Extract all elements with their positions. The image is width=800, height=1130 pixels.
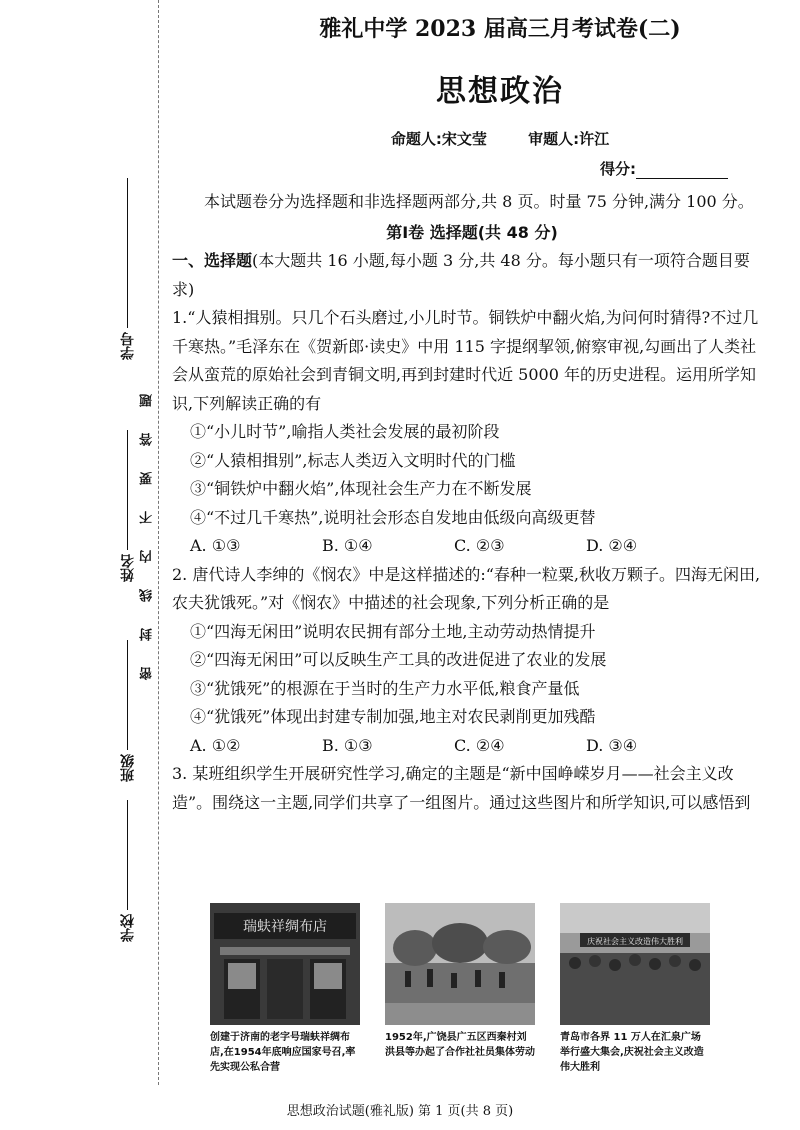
- question-3-stem: 3. 某班组织学生开展研究性学习,确定的主题是“新中国峥嵘岁月——社会主义改造”。围绕这一主题,同学们共享了一组图片。通过这些图片和所学知识,可以感悟到: [172, 764, 751, 812]
- authors-line: [200, 128, 800, 149]
- photo-rally: [560, 903, 710, 1025]
- photo-farm: [385, 903, 535, 1025]
- choice-a[interactable]: A. ①②: [190, 735, 241, 755]
- question-1-statement: ②“人猿相揖别”,标志人类迈入文明时代的门槛: [190, 450, 516, 470]
- question-2-statement: ④“犹饿死”体现出封建专制加强,地主对农民剥削更加残酷: [190, 707, 596, 726]
- seal-warning: 密封线内不要答题: [140, 368, 155, 680]
- shop-sign: 瑞蚨祥绸布店: [243, 919, 327, 935]
- score-field[interactable]: [600, 158, 728, 179]
- student-id-label: 学号: [120, 332, 136, 360]
- class-field[interactable]: [118, 640, 138, 782]
- question-1-stem: 1.“人猿相揖别。只几个石头磨过,小儿时节。铜铁炉中翻火焰,为问何时猜得?不过几千寒热。”毛泽东在《贺新郎·读史》中用 115 字提纲挈领,俯察审视,勾画出了人类社会从蛮荒的原始社会到青铜文明,再到封建时代近 5000 年的历史进程。运用所学知识,下列解读正确的有: [172, 308, 759, 413]
- subject-title: 思想政治: [436, 74, 564, 109]
- student-id-field[interactable]: [118, 178, 138, 360]
- section-title: 第Ⅰ卷 选择题(共 48 分): [386, 222, 558, 242]
- question-1-statement: ③“铜铁炉中翻火焰”,体现社会生产力在不断发展: [190, 479, 532, 498]
- photo-shop: [210, 903, 360, 1025]
- question-1-choices: [172, 532, 772, 561]
- question-2-stem: 2. 唐代诗人李绅的《悯农》中是这样描述的:“春种一粒粟,秋收万颗子。四海无闲田,农夫犹饿死。”对《悯农》中描述的社会现象,下列分析正确的是: [172, 564, 761, 612]
- intro-paragraph: 本试题卷分为选择题和非选择题两部分,共 8 页。时量 75 分钟,满分 100 分。: [204, 192, 754, 211]
- setter: 命题人:宋文莹: [390, 130, 487, 148]
- exam-body: [172, 188, 772, 817]
- photo-shop-image: [210, 903, 360, 1025]
- score-label: 得分:: [600, 160, 636, 178]
- exam-title: 雅礼中学 2023 届高三月考试卷(二): [319, 16, 681, 42]
- school-field[interactable]: [118, 800, 138, 942]
- binding-dashed-line: [158, 0, 159, 1085]
- school-line: [128, 800, 129, 910]
- choice-d[interactable]: D. ②④: [586, 536, 638, 555]
- class-label: 班级: [120, 754, 136, 782]
- photo-shop-caption: 创建于济南的老字号瑞蚨祥绸布店,在1954年底响应国家号召,率先实现公私合营: [210, 1032, 356, 1073]
- part-one-note: (本大题共 16 小题,每小题 3 分,共 48 分。每小题只有一项符合题目要求): [172, 251, 750, 299]
- school-label: 学校: [120, 914, 136, 942]
- choice-a[interactable]: A. ①③: [190, 536, 241, 555]
- score-blank[interactable]: [636, 164, 728, 179]
- choice-c[interactable]: C. ②④: [454, 735, 505, 755]
- name-label: 姓名: [120, 554, 136, 582]
- photo-rally-caption: 青岛市各界 11 万人在汇泉广场举行盛大集会,庆祝社会主义改造伟大胜利: [560, 1032, 704, 1073]
- question-1-statement: ④“不过几千寒热”,说明社会形态自发地由低级向高级更替: [190, 507, 596, 527]
- part-one-label: 一、选择题: [172, 251, 253, 270]
- page-footer: 思想政治试题(雅礼版) 第 1 页(共 8 页): [286, 1104, 514, 1119]
- class-line: [128, 640, 129, 750]
- choice-c[interactable]: C. ②③: [454, 536, 505, 555]
- question-2-statement: ③“犹饿死”的根源在于当时的生产力水平低,粮食产量低: [190, 678, 580, 698]
- choice-b[interactable]: B. ①③: [322, 735, 373, 755]
- photo-row: [210, 903, 710, 1033]
- choice-b[interactable]: B. ①④: [322, 536, 373, 555]
- reviewer: 审题人:许江: [528, 130, 610, 148]
- question-2-statement: ①“四海无闲田”说明农民拥有部分土地,主动劳动热情提升: [190, 621, 596, 641]
- photo-farm-image: [385, 903, 535, 1025]
- question-2-choices: [172, 732, 772, 761]
- question-1-statement: ①“小儿时节”,喻指人类社会发展的最初阶段: [190, 422, 500, 441]
- question-2-statement: ②“四海无闲田”可以反映生产工具的改进促进了农业的发展: [190, 650, 607, 669]
- photo-captions: [210, 1030, 710, 1075]
- name-field[interactable]: [118, 430, 138, 582]
- choice-d[interactable]: D. ③④: [586, 735, 638, 755]
- part-one-heading: [172, 247, 772, 304]
- photo-farm-caption: 1952年,广饶县广五区西秦村刘洪县等办起了合作社社员集体劳动: [385, 1032, 535, 1058]
- photo-rally-image: [560, 903, 710, 1025]
- rally-banner: 庆祝社会主义改造伟大胜利: [587, 937, 683, 946]
- name-line: [128, 430, 129, 550]
- student-id-line: [128, 178, 129, 328]
